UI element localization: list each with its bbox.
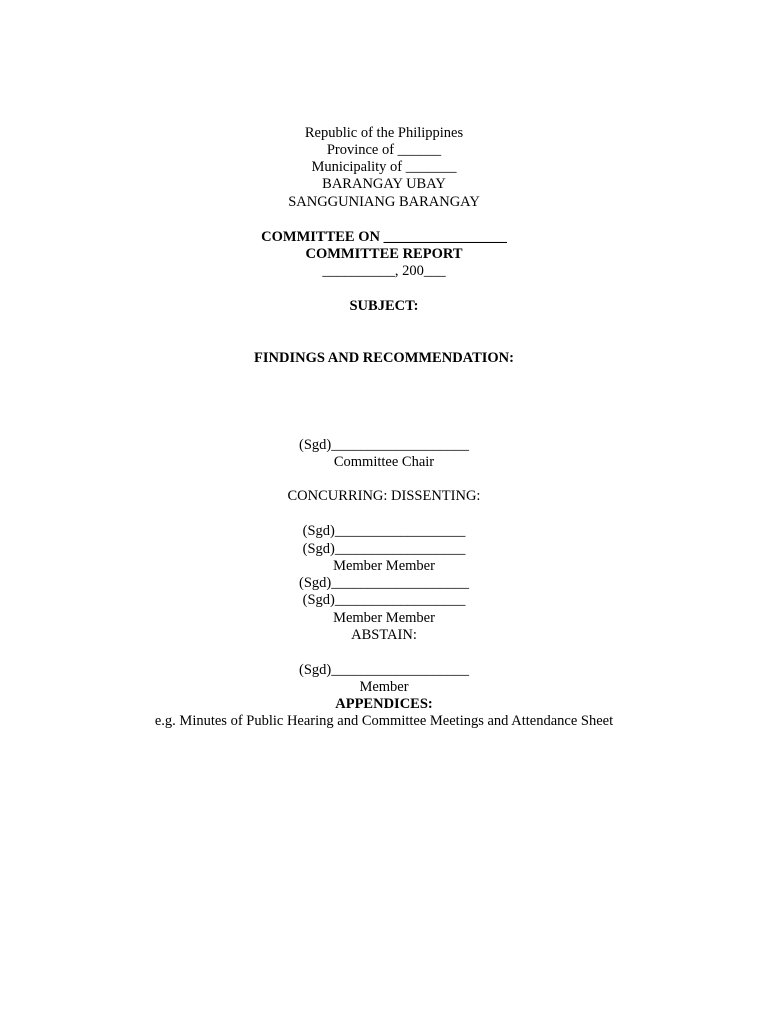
committee-on-line: COMMITTEE ON _________________: [261, 229, 507, 245]
findings-heading: FINDINGS AND RECOMMENDATION:: [254, 350, 514, 366]
member-signature-line-1: (Sgd)__________________: [302, 523, 466, 539]
subject-heading: SUBJECT:: [349, 298, 419, 314]
chair-signature-line: (Sgd)___________________: [299, 437, 469, 453]
abstain-label: ABSTAIN:: [351, 627, 417, 643]
concurring-dissenting-label: CONCURRING: DISSENTING:: [287, 488, 481, 504]
republic-line: Republic of the Philippines: [304, 125, 464, 141]
council-name: SANGGUNIANG BARANGAY: [288, 194, 480, 210]
abstain-signature-line: (Sgd)___________________: [299, 662, 469, 678]
barangay-name: BARANGAY UBAY: [322, 176, 446, 192]
abstain-member-label: Member: [359, 679, 409, 695]
member-signature-line-4: (Sgd)__________________: [302, 592, 466, 608]
municipality-line: Municipality of _______: [311, 159, 457, 175]
report-title: COMMITTEE REPORT: [305, 246, 463, 262]
date-line: __________, 200___: [322, 263, 446, 279]
appendices-heading: APPENDICES:: [335, 696, 433, 712]
member-labels-1: Member Member: [333, 558, 435, 574]
province-line: Province of ______: [326, 142, 442, 158]
appendices-text: e.g. Minutes of Public Hearing and Committee Meetings and Attendance Sheet: [154, 713, 614, 729]
member-labels-2: Member Member: [333, 610, 435, 626]
chair-label: Committee Chair: [333, 454, 435, 470]
member-signature-line-3: (Sgd)___________________: [299, 575, 469, 591]
member-signature-line-2: (Sgd)__________________: [302, 541, 466, 557]
